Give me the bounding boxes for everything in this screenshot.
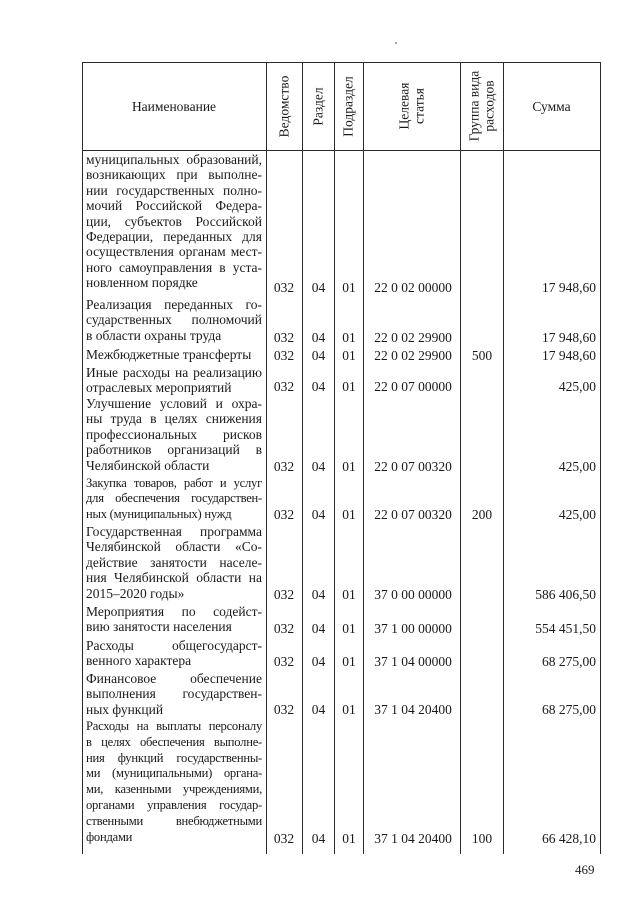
table-row bbox=[82, 297, 601, 346]
page-number: 469 bbox=[575, 862, 595, 877]
table-row bbox=[82, 365, 601, 395]
cell-summa: 68 275,00 bbox=[542, 654, 596, 669]
cell-gruppa: 200 bbox=[471, 507, 493, 522]
header-razdel: Раздел bbox=[310, 86, 326, 126]
cell-vedomstvo: 032 bbox=[273, 348, 295, 363]
cell-razdel: 04 bbox=[311, 507, 326, 522]
cell-razdel: 04 bbox=[311, 348, 326, 363]
row-name: Межбюджетные трансферты bbox=[86, 347, 252, 362]
table-row bbox=[82, 152, 601, 296]
row-name: Финансовое обеспечение выполнения государствен- ных функций bbox=[86, 671, 262, 717]
budget-table bbox=[82, 62, 601, 854]
cell-summa: 554 451,50 bbox=[535, 621, 596, 636]
cell-podrazdel: 01 bbox=[342, 280, 356, 295]
header-celevaya-statya: Целевая статья bbox=[396, 82, 427, 130]
cell-podrazdel: 01 bbox=[342, 330, 356, 345]
cell-vedomstvo: 032 bbox=[273, 507, 295, 522]
cell-podrazdel: 01 bbox=[342, 831, 356, 846]
cell-razdel: 04 bbox=[311, 831, 326, 846]
cell-razdel: 04 bbox=[311, 621, 326, 636]
row-name: Расходы на выплаты персоналу в целях обеспечения выполне- ния функций государственны- ми (муниципальными) органа- ми, казенными учреждениями, органами управления государ- ственными внебюджетными фондами bbox=[86, 719, 262, 844]
cell-podrazdel: 01 bbox=[342, 507, 356, 522]
cell-vedomstvo: 032 bbox=[273, 379, 295, 394]
cell-podrazdel: 01 bbox=[342, 654, 356, 669]
cell-summa: 66 428,10 bbox=[542, 831, 596, 846]
cell-celevaya-statya: 37 1 04 20400 bbox=[374, 831, 452, 846]
cell-razdel: 04 bbox=[311, 459, 326, 474]
cell-gruppa: 500 bbox=[471, 348, 493, 363]
cell-vedomstvo: 032 bbox=[273, 459, 295, 474]
cell-celevaya-statya: 22 0 07 00320 bbox=[374, 459, 452, 474]
cell-razdel: 04 bbox=[311, 702, 326, 717]
cell-summa: 17 948,60 bbox=[542, 280, 596, 295]
row-name: Закупка товаров, работ и услуг для обеспечения государствен- ных (муниципальных) нужд bbox=[86, 476, 262, 521]
cell-vedomstvo: 032 bbox=[273, 654, 295, 669]
cell-podrazdel: 01 bbox=[342, 587, 356, 602]
cell-podrazdel: 01 bbox=[342, 348, 356, 363]
header-podrazdel: Подраздел bbox=[341, 75, 357, 137]
cell-celevaya-statya: 37 1 04 00000 bbox=[374, 654, 452, 669]
cell-razdel: 04 bbox=[311, 654, 326, 669]
cell-vedomstvo: 032 bbox=[273, 702, 295, 717]
cell-celevaya-statya: 22 0 02 29900 bbox=[374, 348, 452, 363]
cell-celevaya-statya: 22 0 02 00000 bbox=[374, 280, 452, 295]
cell-gruppa: 100 bbox=[471, 831, 493, 846]
header-name: Наименование bbox=[131, 98, 217, 114]
cell-summa: 425,00 bbox=[558, 379, 596, 394]
table-row bbox=[82, 476, 601, 523]
cell-summa: 68 275,00 bbox=[542, 702, 596, 717]
cell-celevaya-statya: 22 0 02 29900 bbox=[374, 330, 452, 345]
row-name: Улучшение условий и охра- ны труда в целях снижения профессиональных рисков работников организаций в Челябинской области bbox=[86, 396, 262, 473]
cell-razdel: 04 bbox=[311, 587, 326, 602]
cell-razdel: 04 bbox=[311, 330, 326, 345]
cell-podrazdel: 01 bbox=[342, 379, 356, 394]
header-divider bbox=[82, 150, 601, 151]
table-row bbox=[82, 671, 601, 718]
header-vedomstvo: Ведомство bbox=[276, 75, 292, 137]
row-name: Иные расходы на реализацию отраслевых мероприятий bbox=[86, 365, 262, 396]
cell-vedomstvo: 032 bbox=[273, 621, 295, 636]
row-name: муниципальных образований, возникающих при выполне- нии государственных полно- мочий Российской Федера- ции, субъектов Российской Федерации, переданных для осуществления органам мест- ного самоуправления в уста- новленном порядке bbox=[86, 152, 262, 291]
header-gruppa-vida-rashodov: Группа вида расходов bbox=[466, 70, 497, 142]
row-name: Реализация переданных го- сударственных полномочий в области охраны труда bbox=[86, 297, 262, 343]
cell-summa: 425,00 bbox=[558, 459, 596, 474]
row-name: Расходы общегосударст- венного характера bbox=[86, 638, 262, 669]
table-row bbox=[82, 638, 601, 670]
cell-podrazdel: 01 bbox=[342, 621, 356, 636]
header-summa: Сумма bbox=[532, 98, 571, 114]
scan-speck bbox=[395, 42, 397, 44]
cell-celevaya-statya: 37 1 00 00000 bbox=[374, 621, 452, 636]
cell-vedomstvo: 032 bbox=[273, 831, 295, 846]
cell-summa: 425,00 bbox=[558, 507, 596, 522]
table-row bbox=[82, 396, 601, 475]
table-row bbox=[82, 604, 601, 637]
table-row bbox=[82, 524, 601, 603]
row-name: Мероприятия по содейст- вию занятости населения bbox=[86, 604, 262, 635]
cell-razdel: 04 bbox=[311, 280, 326, 295]
row-name: Государственная программа Челябинской области «Со- действие занятости населе- ния Челябинской области на 2015–2020 годы» bbox=[86, 524, 262, 601]
cell-summa: 17 948,60 bbox=[542, 348, 596, 363]
cell-celevaya-statya: 37 0 00 00000 bbox=[374, 587, 452, 602]
cell-celevaya-statya: 37 1 04 20400 bbox=[374, 702, 452, 717]
table-row bbox=[82, 719, 601, 847]
cell-celevaya-statya: 22 0 07 00000 bbox=[374, 379, 452, 394]
cell-summa: 586 406,50 bbox=[535, 587, 596, 602]
cell-razdel: 04 bbox=[311, 379, 326, 394]
cell-vedomstvo: 032 bbox=[273, 280, 295, 295]
table-row bbox=[82, 347, 601, 364]
cell-podrazdel: 01 bbox=[342, 459, 356, 474]
cell-celevaya-statya: 22 0 07 00320 bbox=[374, 507, 452, 522]
cell-podrazdel: 01 bbox=[342, 702, 356, 717]
cell-summa: 17 948,60 bbox=[542, 330, 596, 345]
cell-vedomstvo: 032 bbox=[273, 330, 295, 345]
cell-vedomstvo: 032 bbox=[273, 587, 295, 602]
